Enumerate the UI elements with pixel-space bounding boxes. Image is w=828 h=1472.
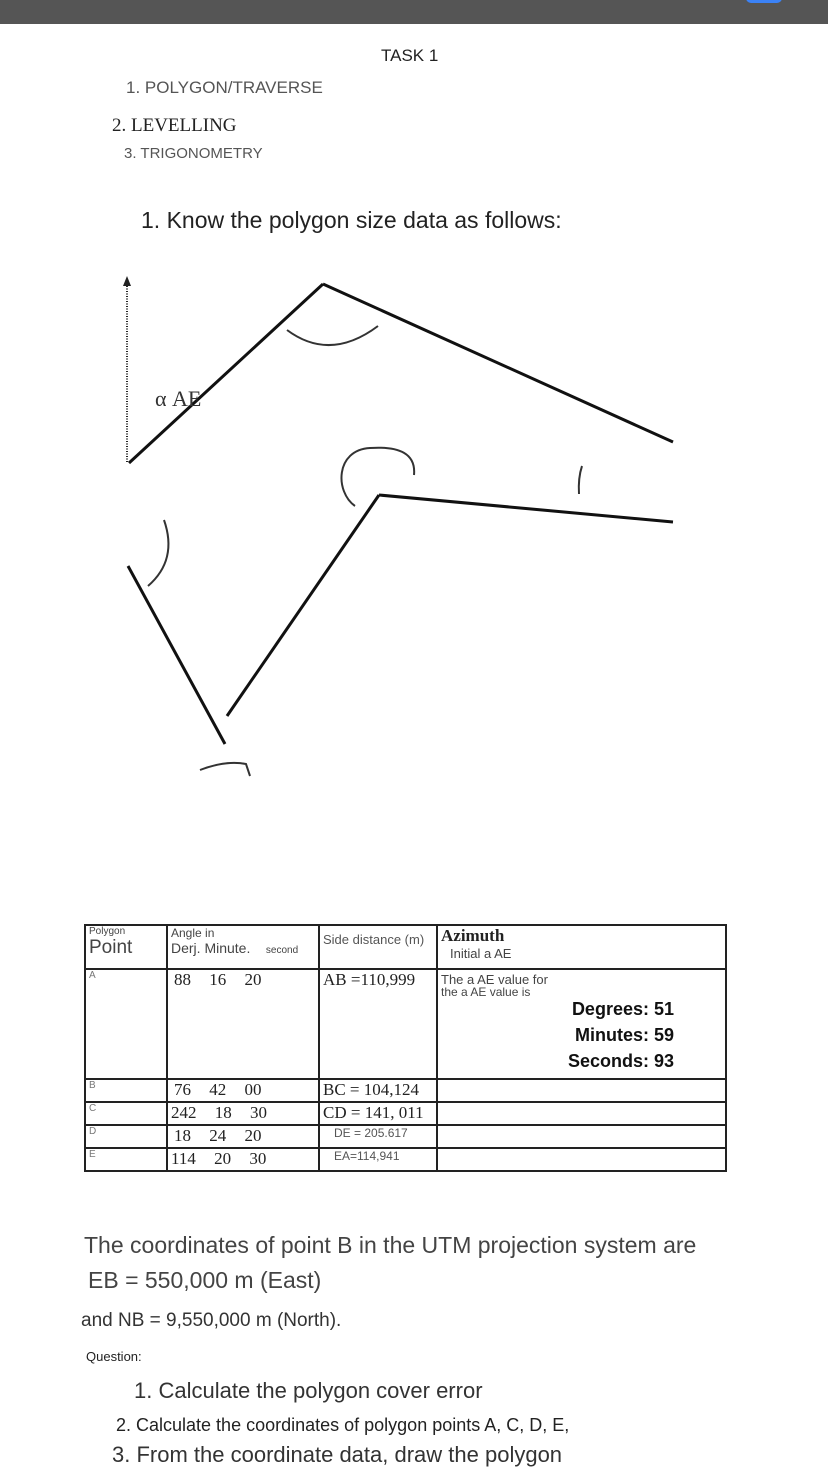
azimuth-label: α AE xyxy=(155,386,202,411)
azimuth-seconds: Seconds: 93 xyxy=(567,1051,674,1071)
angle-cell: 114 20 30 xyxy=(167,1148,319,1171)
azimuth-cell xyxy=(437,1125,726,1148)
table-row xyxy=(85,1102,726,1125)
azimuth-minutes: Minutes: 59 xyxy=(574,1025,674,1045)
header-side-distance-label: Side distance (m) xyxy=(323,932,425,947)
top-bar-button[interactable] xyxy=(746,0,782,3)
question-1: 1. Calculate the polygon cover error xyxy=(134,1378,483,1403)
azimuth-degrees: Degrees: 51 xyxy=(571,999,674,1019)
question-3: 3. From the coordinate data, draw the polygon xyxy=(112,1442,563,1467)
point-cell: B xyxy=(85,1079,167,1102)
intro-text: 1. Know the polygon size data as follows: xyxy=(141,207,562,233)
header-azimuth xyxy=(437,925,726,969)
side-cell: EA=114,941 xyxy=(319,1148,437,1171)
edge-c-d xyxy=(379,495,673,522)
table-row xyxy=(85,1079,726,1102)
north-arrow-head xyxy=(123,276,131,286)
header-side-distance xyxy=(319,925,437,969)
header-azimuth-sub: Initial a AE xyxy=(450,946,512,961)
point-cell: A xyxy=(85,969,167,1079)
side-cell: DE = 205.617 xyxy=(319,1125,437,1148)
table-row xyxy=(85,1148,726,1171)
header-angle-units: Derj. Minute. xyxy=(171,940,251,956)
angle-arc-e xyxy=(200,763,250,776)
table-row xyxy=(85,969,726,1079)
angle-arc-b xyxy=(287,326,378,345)
survey-data-table xyxy=(84,924,727,1172)
azimuth-cell xyxy=(437,1148,726,1171)
question-2: 2. Calculate the coordinates of polygon points A, C, D, E, xyxy=(116,1415,570,1435)
edge-d-e xyxy=(227,495,379,716)
header-azimuth-title: Azimuth xyxy=(441,926,505,945)
angle-cell: 242 18 30 xyxy=(167,1102,319,1125)
table-header-row xyxy=(85,925,726,969)
top-bar xyxy=(0,0,828,24)
header-angle xyxy=(167,925,319,969)
azimuth-cell xyxy=(437,969,726,1079)
header-angle-in: Angle in xyxy=(171,926,215,940)
coordinates-line1: The coordinates of point B in the UTM projection system are xyxy=(84,1232,697,1258)
header-angle-second: second xyxy=(265,945,299,956)
point-cell: E xyxy=(85,1148,167,1171)
polygon-diagram xyxy=(0,270,828,790)
topic-levelling: 2. LEVELLING xyxy=(112,115,237,136)
table-row xyxy=(85,1125,726,1148)
side-cell: BC = 104,124 xyxy=(319,1079,437,1102)
topic-trigonometry: 3. TRIGONOMETRY xyxy=(124,145,263,162)
question-label: Question: xyxy=(86,1349,142,1364)
azimuth-cell xyxy=(437,1079,726,1102)
angle-arc-a xyxy=(148,520,168,586)
angle-cell: 88 16 20 xyxy=(167,969,319,1079)
coordinates-line2: EB = 550,000 m (East) xyxy=(88,1267,322,1293)
point-cell: C xyxy=(85,1102,167,1125)
angle-arc-c xyxy=(579,466,582,494)
side-cell: CD = 141, 011 xyxy=(319,1102,437,1125)
azimuth-cell xyxy=(437,1102,726,1125)
angle-cell: 76 42 00 xyxy=(167,1079,319,1102)
edge-b-c xyxy=(323,284,673,442)
topic-polygon-traverse: 1. POLYGON/TRAVERSE xyxy=(126,78,323,97)
header-point-label: Point xyxy=(89,937,133,958)
azimuth-note-line1: The a AE value for xyxy=(441,972,548,987)
task-title: TASK 1 xyxy=(381,46,439,65)
side-cell: AB =110,999 xyxy=(319,969,437,1079)
header-polygon-label: Polygon xyxy=(89,926,126,937)
azimuth-note-line2: the a AE value is xyxy=(441,985,531,999)
edge-a-b xyxy=(129,284,323,463)
angle-cell: 18 24 20 xyxy=(167,1125,319,1148)
header-polygon-point xyxy=(85,925,167,969)
edge-e-a xyxy=(128,566,225,744)
point-cell: D xyxy=(85,1125,167,1148)
coordinates-line3: and NB = 9,550,000 m (North). xyxy=(81,1310,342,1331)
